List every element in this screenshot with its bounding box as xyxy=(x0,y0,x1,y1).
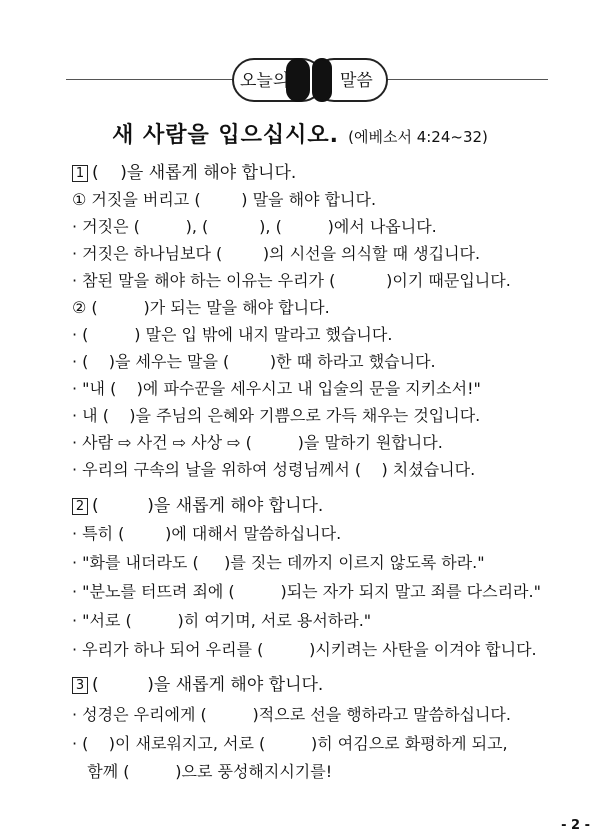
content-line: · "분노를 터뜨려 죄에 ( )되는 자가 되지 말고 죄를 다스리라." xyxy=(72,582,541,601)
page-number: - 2 - xyxy=(561,818,590,833)
content-line: · 성경은 우리에게 ( )적으로 선을 행하라고 말씀하십니다. xyxy=(72,705,511,724)
section-heading-3 xyxy=(72,675,323,695)
sermon-title xyxy=(0,118,600,149)
header-banner xyxy=(0,48,600,118)
section-text-2: ( )을 새롭게 해야 합니다. xyxy=(92,496,324,516)
content-line: ① 거짓을 버리고 ( ) 말을 해야 합니다. xyxy=(72,190,377,209)
pill-dark-divider xyxy=(286,58,310,102)
content-line: · 거짓은 ( ), ( ), ( )에서 나옵니다. xyxy=(72,217,437,236)
content-line: · 우리의 구속의 날을 위하여 성령님께서 ( ) 치셨습니다. xyxy=(72,460,476,479)
header-title-left: 오늘의 xyxy=(240,71,290,91)
section-number-1: 1 xyxy=(72,165,88,182)
section-text-3: ( )을 새롭게 해야 합니다. xyxy=(92,675,324,695)
section-number-3: 3 xyxy=(72,677,88,694)
content-line: · 거짓은 하나님보다 ( )의 시선을 의식할 때 생깁니다. xyxy=(72,244,481,263)
pill-dark-accent xyxy=(312,58,332,102)
content-line: · 사람 ⇨ 사건 ⇨ 사상 ⇨ ( )을 말하기 원합니다. xyxy=(72,433,443,452)
content-line: · ( )이 새로워지고, 서로 ( )히 여김으로 화평하게 되고, xyxy=(72,734,508,753)
content-line: · ( )을 세우는 말을 ( )한 때 하라고 했습니다. xyxy=(72,352,436,371)
section-text-1: ( )을 새롭게 해야 합니다. xyxy=(92,163,297,183)
content-line: · 우리가 하나 되어 우리를 ( )시키려는 사탄을 이겨야 합니다. xyxy=(72,640,537,659)
title-main: 새 사람을 입으십시오. xyxy=(112,123,340,148)
content-line: · "서로 ( )히 여기며, 서로 용서하라." xyxy=(72,611,372,630)
content-line: · "내 ( )에 파수꾼을 세우시고 내 입술의 문을 지키소서!" xyxy=(72,379,481,398)
section-heading-2 xyxy=(72,496,323,516)
header-title-right: 말씀 xyxy=(340,71,373,91)
content-line: · 내 ( )을 주님의 은혜와 기쁨으로 가득 채우는 것입니다. xyxy=(72,406,481,425)
content-line: · 특히 ( )에 대해서 말씀하십니다. xyxy=(72,524,342,543)
content-line: ② ( )가 되는 말을 해야 합니다. xyxy=(72,298,330,317)
title-reference: (에베소서 4:24~32) xyxy=(348,128,488,146)
content-line: · "화를 내더라도 ( )를 짓는 데까지 이르지 않도록 하라." xyxy=(72,553,485,572)
section-heading-1 xyxy=(72,163,296,183)
content-line: · ( ) 말은 입 밖에 내지 말라고 했습니다. xyxy=(72,325,393,344)
content-line: 함께 ( )으로 풍성해지시기를! xyxy=(72,762,333,781)
content-line: · 참된 말을 해야 하는 이유는 우리가 ( )이기 때문입니다. xyxy=(72,271,511,290)
section-number-2: 2 xyxy=(72,498,88,515)
